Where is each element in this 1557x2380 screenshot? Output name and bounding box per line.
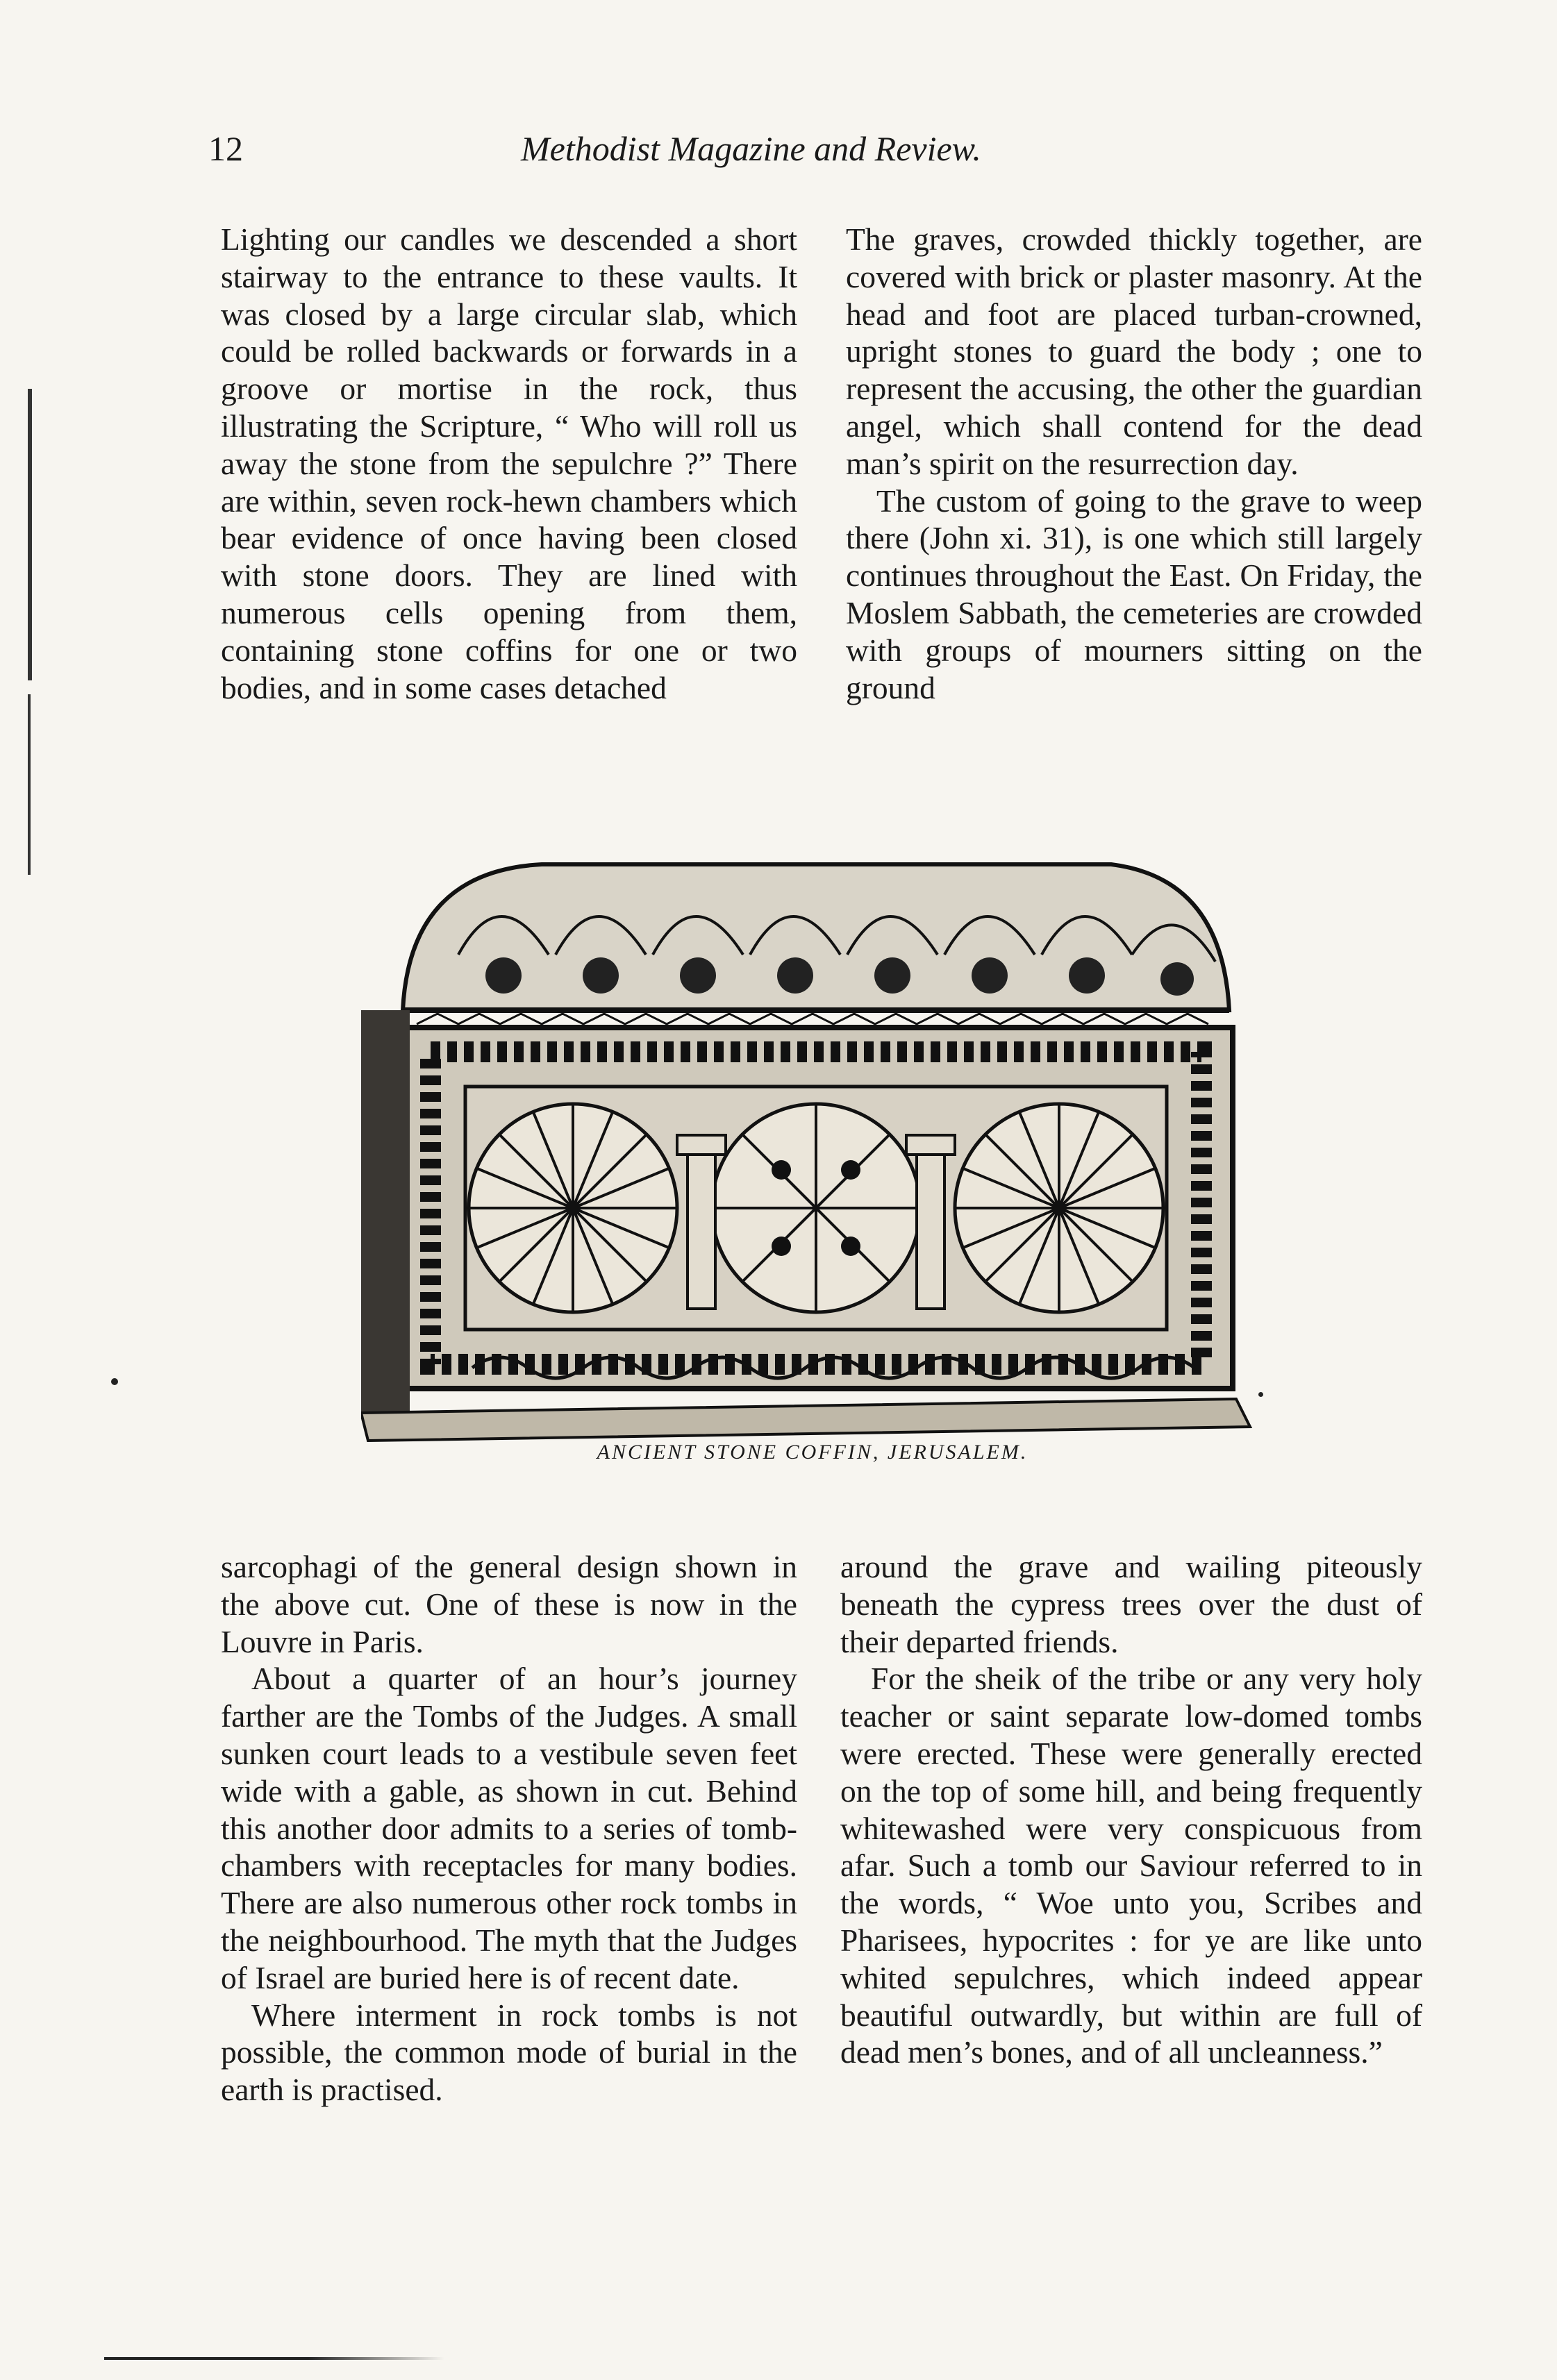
margin-dot — [1258, 1392, 1263, 1397]
column-bottom-left — [221, 1548, 797, 2109]
paragraph: around the grave and wailing piteously beneath the cypress trees over the dust of their departed friends. — [840, 1549, 1422, 1659]
paragraph: The graves, crowded thickly together, are covered with brick or plaster masonry. At the head and foot are placed turban-crowned, upright stones to guard the body ; one to represent the accusing, the other the guardian angel, which shall contend for the dead man’s spirit on the resurrection day. — [846, 221, 1422, 481]
page-number: 12 — [208, 129, 243, 168]
figure-caption: ANCIENT STONE COFFIN, JERUSALEM. — [597, 1441, 1029, 1464]
paragraph: For the sheik of the tribe or any very holy teacher or saint separate low-domed tombs were erected. These were generally erected on the top of some hill, and being frequently whitewashed were very conspicuous from afar. Such a tomb our Saviour referred to in the words, “ Woe unto you, Scribes and Pharisees, hypocrites : for ye are like unto whited sepulchres, which indeed appear beautiful outwardly, but within are full of dead men’s bones, and of all uncleanness.” — [840, 1661, 1422, 2070]
running-title: Methodist Magazine and Review. — [521, 129, 981, 168]
bottom-scan-rule — [104, 2357, 444, 2360]
column-bottom-right — [840, 1548, 1422, 2071]
page-header — [208, 128, 1222, 177]
paragraph: Where interment in rock tombs is not possible, the common mode of burial in the earth is practised. — [221, 1997, 797, 2108]
margin-binding-mark — [28, 694, 31, 875]
column-top-left — [221, 221, 797, 706]
paragraph: About a quarter of an hour’s journey farther are the Tombs of the Judges. A small sunken court leads to a vestibule seven feet wide with a gable, as shown in cut. Behind this another door admits to a series of tomb-chambers with receptacles for many bodies. There are also numerous other rock tombs in the neighbourhood. The myth that the Judges of Israel are buried here is of recent date. — [221, 1661, 797, 1995]
paragraph: The custom of going to the grave to weep there (John xi. 31), is one which still largely continues throughout the East. On Friday, the Moslem Sabbath, the cemeteries are crowded with groups of mourners sitting on the ground — [846, 483, 1422, 705]
paragraph: sarcophagi of the general design shown in the above cut. One of these is now in the Louvre in Paris. — [221, 1549, 797, 1659]
margin-dot — [111, 1378, 118, 1385]
sarcophagus-illustration — [361, 850, 1264, 1444]
column-top-right — [846, 221, 1422, 706]
paragraph: Lighting our candles we descended a short stairway to the entrance to these vaults. It was closed by a large circular slab, which could be rolled backwards or forwards in a groove or mortise in the rock, thus illustrating the Scripture, “ Who will roll us away the stone from the sepulchre ?” There are within, seven rock-hewn chambers which bear evidence of once having been closed with stone doors. They are lined with numerous cells opening from them, containing stone coffins for one or two bodies, and in some cases detached — [221, 221, 797, 705]
margin-binding-mark — [28, 389, 32, 680]
